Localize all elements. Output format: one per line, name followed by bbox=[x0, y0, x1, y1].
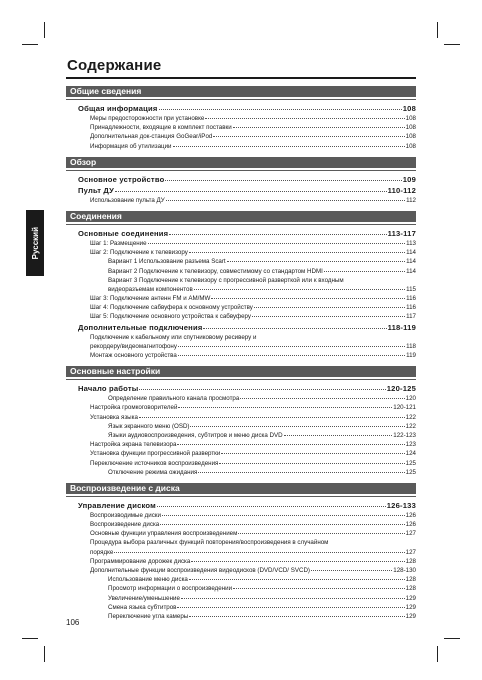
toc-entry-page: 114 bbox=[406, 249, 416, 257]
crop-mark bbox=[444, 44, 460, 45]
toc-entry-title: Настройка громкоговорителей bbox=[90, 404, 178, 412]
toc-entry-page: 128 bbox=[405, 585, 416, 593]
toc-entry[interactable] bbox=[66, 383, 416, 394]
toc-entry-title: Язык экранного меню (OSD) bbox=[108, 422, 190, 430]
toc-entry[interactable] bbox=[66, 174, 416, 185]
toc-entry[interactable] bbox=[66, 394, 416, 403]
toc-entry-page: 126-133 bbox=[386, 500, 416, 510]
page-number: 106 bbox=[66, 618, 80, 627]
toc-entry-title: Принадлежности, входящие в комплект поставки bbox=[90, 124, 232, 132]
toc-entry-page: 124 bbox=[405, 450, 416, 458]
toc-entry-page: 117 bbox=[406, 313, 416, 321]
toc-entry[interactable] bbox=[66, 185, 416, 196]
toc-entry-title: Установка языка bbox=[90, 413, 138, 421]
toc-entry-page: 118-119 bbox=[387, 322, 416, 332]
table-of-contents bbox=[66, 86, 416, 621]
section-header: Основные настройки bbox=[66, 366, 416, 379]
toc-entry[interactable] bbox=[66, 303, 416, 312]
toc-entry-title: Использование меню диска bbox=[108, 576, 188, 584]
dot-leader bbox=[324, 271, 405, 272]
toc-entry-title: Увеличение/уменьшение bbox=[108, 594, 180, 602]
toc-entry-page: 119 bbox=[406, 352, 416, 359]
toc-entry-title: Настройка экрана телевизора bbox=[90, 441, 177, 449]
toc-entry[interactable] bbox=[66, 403, 416, 412]
dot-leader bbox=[139, 389, 385, 390]
dot-leader bbox=[311, 570, 392, 571]
toc-entry[interactable] bbox=[66, 333, 416, 342]
toc-entry-title: Программирование дорожек диска bbox=[90, 557, 191, 565]
toc-entry-page: 125 bbox=[405, 459, 416, 467]
toc-entry[interactable] bbox=[66, 312, 416, 321]
language-side-tab-label: Русский bbox=[30, 226, 40, 260]
toc-entry[interactable] bbox=[66, 449, 416, 458]
toc-entry-title: Подключение к кабельному или спутниковому ресиверу и bbox=[90, 333, 257, 341]
toc-entry[interactable] bbox=[66, 468, 416, 477]
toc-entry-page: 128 bbox=[405, 576, 416, 584]
dot-leader bbox=[211, 298, 405, 299]
dot-leader bbox=[159, 109, 402, 110]
toc-entry-page: 108 bbox=[405, 133, 416, 141]
dot-leader bbox=[189, 252, 405, 253]
toc-entry[interactable] bbox=[66, 557, 416, 566]
toc-entry-title: Отключение режима ожидания bbox=[108, 468, 198, 476]
toc-entry[interactable] bbox=[66, 132, 416, 141]
toc-entry-title: Воспроизведение диска bbox=[90, 521, 160, 529]
toc-entry-title: Использование пульта ДУ bbox=[90, 196, 165, 204]
toc-entry[interactable] bbox=[66, 413, 416, 422]
dot-leader bbox=[169, 234, 386, 235]
toc-entry[interactable] bbox=[66, 123, 416, 132]
toc-entry[interactable] bbox=[66, 239, 416, 248]
toc-entry-page: 122-123 bbox=[393, 431, 416, 439]
toc-entry-page: 126 bbox=[405, 521, 416, 529]
toc-entry-page: 113 bbox=[406, 239, 416, 247]
toc-entry-page: 127 bbox=[405, 548, 416, 556]
crop-mark bbox=[444, 638, 460, 639]
section-header: Соединения bbox=[66, 211, 416, 224]
crop-mark bbox=[22, 638, 38, 639]
dot-leader bbox=[190, 426, 404, 427]
toc-entry[interactable] bbox=[66, 612, 416, 621]
toc-entry-page: 108 bbox=[405, 142, 416, 150]
toc-entry-page: 114 bbox=[406, 267, 416, 275]
toc-entry-title: Меры предосторожности при установке bbox=[90, 115, 205, 122]
toc-entry-page: 129 bbox=[405, 612, 416, 620]
dot-leader bbox=[160, 524, 404, 525]
toc-entry[interactable] bbox=[66, 322, 416, 333]
crop-mark bbox=[22, 44, 38, 45]
dot-leader bbox=[233, 588, 405, 589]
toc-entry-title: Дополнительные подключения bbox=[78, 322, 203, 332]
toc-entry-page: 120-121 bbox=[393, 404, 416, 412]
dot-leader bbox=[177, 607, 404, 608]
dot-leader bbox=[166, 200, 405, 201]
dot-leader bbox=[178, 355, 405, 356]
toc-entry[interactable] bbox=[66, 142, 416, 151]
page-title: Содержание bbox=[67, 57, 162, 74]
dot-leader bbox=[165, 180, 401, 181]
toc-entry[interactable] bbox=[66, 548, 416, 557]
toc-entry-page: 118 bbox=[406, 342, 416, 350]
toc-entry[interactable] bbox=[66, 566, 416, 575]
crop-mark bbox=[44, 22, 45, 38]
toc-entry[interactable] bbox=[66, 538, 416, 547]
toc-entry[interactable] bbox=[66, 285, 416, 294]
dot-leader bbox=[191, 561, 404, 562]
dot-leader bbox=[189, 616, 404, 617]
toc-entry[interactable] bbox=[66, 267, 416, 276]
toc-entry[interactable] bbox=[66, 431, 416, 440]
toc-entry[interactable] bbox=[66, 294, 416, 303]
toc-entry-title: видеоразъемам компонентов bbox=[108, 285, 193, 293]
toc-entry-title: Монтаж основного устройства bbox=[90, 352, 177, 359]
dot-leader bbox=[198, 472, 404, 473]
toc-entry-page: 116 bbox=[406, 295, 416, 303]
toc-entry-page: 109 bbox=[402, 174, 416, 184]
toc-entry-page: 110-112 bbox=[387, 185, 416, 195]
toc-entry[interactable] bbox=[66, 276, 416, 285]
toc-entry-page: 115 bbox=[406, 285, 416, 293]
dot-leader bbox=[148, 243, 406, 244]
toc-entry[interactable] bbox=[66, 103, 416, 114]
dot-leader bbox=[114, 552, 404, 553]
toc-entry-page: 128-130 bbox=[393, 567, 416, 574]
toc-entry[interactable] bbox=[66, 257, 416, 266]
dot-leader bbox=[194, 289, 405, 290]
toc-entry[interactable] bbox=[66, 520, 416, 529]
dot-leader bbox=[238, 533, 404, 534]
toc-entry-title: Вариант 2 Подключение к телевизору, совместимому со стандартом HDMI bbox=[108, 267, 323, 275]
toc-entry-page: 122 bbox=[405, 413, 416, 421]
dot-leader bbox=[254, 307, 405, 308]
dot-leader bbox=[252, 316, 405, 317]
dot-leader bbox=[139, 417, 405, 418]
toc-entry-page: 129 bbox=[405, 594, 416, 602]
dot-leader bbox=[221, 453, 404, 454]
toc-entry-page: 114 bbox=[406, 258, 416, 266]
toc-entry[interactable] bbox=[66, 196, 416, 205]
toc-entry-title: Дополнительные функции воспроизведения видеодисков (DVD/VCD/ SVCD) bbox=[90, 567, 310, 574]
toc-entry[interactable] bbox=[66, 228, 416, 239]
crop-mark bbox=[437, 646, 438, 662]
toc-entry[interactable] bbox=[66, 511, 416, 520]
toc-entry-title: Управление диском bbox=[78, 500, 156, 510]
section-header: Обзор bbox=[66, 157, 416, 170]
toc-entry-page: 120-125 bbox=[386, 384, 416, 394]
toc-entry-title: Дополнительная док-станция GoGear/iPod bbox=[90, 133, 213, 141]
toc-entry-title: Основные соединения bbox=[78, 228, 169, 238]
toc-entry-title: рекордеру/видеомагнитофону bbox=[90, 342, 177, 350]
title-rule bbox=[66, 77, 416, 79]
toc-entry[interactable] bbox=[66, 440, 416, 449]
dot-leader bbox=[189, 579, 405, 580]
dot-leader bbox=[115, 191, 387, 192]
toc-entry-title: Воспроизводимые диски bbox=[90, 511, 161, 519]
toc-entry-page: 108 bbox=[405, 124, 416, 132]
toc-entry-title: Просмотр информации о воспроизведении bbox=[108, 585, 233, 593]
toc-entry-page: 127 bbox=[405, 530, 416, 538]
dot-leader bbox=[162, 515, 405, 516]
toc-entry-title: Шаг 4: Подключение сабвуфера к основному устройству bbox=[90, 304, 253, 312]
toc-entry-title: Определение правильного канала просмотра bbox=[108, 395, 240, 403]
toc-entry-title: Вариант 3 Подключение к телевизору с прогрессивной разверткой или к входным bbox=[108, 276, 344, 284]
toc-entry-title: порядке bbox=[90, 548, 114, 556]
section-header: Воспроизведение с диска bbox=[66, 483, 416, 496]
toc-entry-page: 113-117 bbox=[387, 228, 416, 238]
crop-mark bbox=[437, 22, 438, 38]
toc-entry-title: Шаг 2: Подключение к телевизору bbox=[90, 249, 188, 257]
toc-entry[interactable] bbox=[66, 248, 416, 257]
language-side-tab bbox=[26, 210, 44, 276]
toc-entry[interactable] bbox=[66, 584, 416, 593]
toc-entry-title: Процедура выбора различных функций повторения/воспроизведения в случайном bbox=[90, 539, 329, 547]
toc-entry[interactable] bbox=[66, 594, 416, 603]
dot-leader bbox=[178, 346, 405, 347]
dot-leader bbox=[157, 506, 386, 507]
dot-leader bbox=[284, 435, 393, 436]
toc-entry[interactable] bbox=[66, 603, 416, 612]
toc-entry[interactable] bbox=[66, 575, 416, 584]
dot-leader bbox=[205, 118, 404, 119]
toc-entry[interactable] bbox=[66, 459, 416, 468]
toc-entry-title: Переключение угла камеры bbox=[108, 612, 189, 620]
toc-entry-page: 120 bbox=[405, 395, 416, 403]
toc-entry-page: 116 bbox=[406, 304, 416, 312]
dot-leader bbox=[203, 328, 386, 329]
toc-entry[interactable] bbox=[66, 342, 416, 351]
toc-entry-title: Пульт ДУ bbox=[78, 185, 115, 195]
toc-entry-title: Языки аудиовоспроизведения, субтитров и меню диска DVD bbox=[108, 431, 283, 439]
toc-entry-page: 129 bbox=[405, 603, 416, 611]
dot-leader bbox=[177, 444, 404, 445]
dot-leader bbox=[181, 598, 405, 599]
dot-leader bbox=[219, 463, 404, 464]
dot-leader bbox=[227, 261, 405, 262]
toc-entry-title: Основное устройство bbox=[78, 174, 165, 184]
dot-leader bbox=[173, 146, 405, 147]
dot-leader bbox=[233, 127, 405, 128]
toc-entry-title: Шаг 3: Подключение антенн FM и AM/MW bbox=[90, 295, 211, 303]
toc-entry-title: Информация об утилизации bbox=[90, 142, 172, 150]
toc-entry-page: 128 bbox=[405, 557, 416, 565]
toc-entry-page: 122 bbox=[405, 422, 416, 430]
dot-leader bbox=[178, 407, 392, 408]
toc-entry-title: Вариант 1 Использование разъема Scart bbox=[108, 258, 226, 266]
toc-entry[interactable] bbox=[66, 529, 416, 538]
toc-entry-page: 112 bbox=[406, 196, 416, 204]
toc-entry-title: Смена языка субтитров bbox=[108, 603, 177, 611]
toc-entry-title: Шаг 5: Подключение основного устройства к сабвуферу bbox=[90, 313, 252, 321]
toc-entry-title: Начало работы bbox=[78, 384, 139, 394]
toc-entry-page: 123 bbox=[405, 441, 416, 449]
toc-entry[interactable] bbox=[66, 500, 416, 511]
toc-entry-page: 108 bbox=[405, 115, 416, 122]
toc-entry-title: Общая информация bbox=[78, 104, 158, 113]
dot-leader bbox=[213, 136, 404, 137]
toc-entry-title: Переключение источников воспроизведения bbox=[90, 459, 219, 467]
toc-entry[interactable] bbox=[66, 114, 416, 123]
toc-entry-title: Основные функции управления воспроизведением bbox=[90, 530, 238, 538]
toc-entry-page: 125 bbox=[405, 468, 416, 476]
toc-entry[interactable] bbox=[66, 351, 416, 360]
toc-entry-title: Установка функции прогрессивной развертки bbox=[90, 450, 221, 458]
toc-entry[interactable] bbox=[66, 422, 416, 431]
section-header: Общие сведения bbox=[66, 86, 416, 99]
toc-entry-page: 126 bbox=[405, 511, 416, 519]
toc-entry-title: Шаг 1: Размещение bbox=[90, 239, 147, 247]
toc-entry-page: 108 bbox=[402, 104, 416, 113]
crop-mark bbox=[44, 646, 45, 662]
dot-leader bbox=[240, 398, 404, 399]
